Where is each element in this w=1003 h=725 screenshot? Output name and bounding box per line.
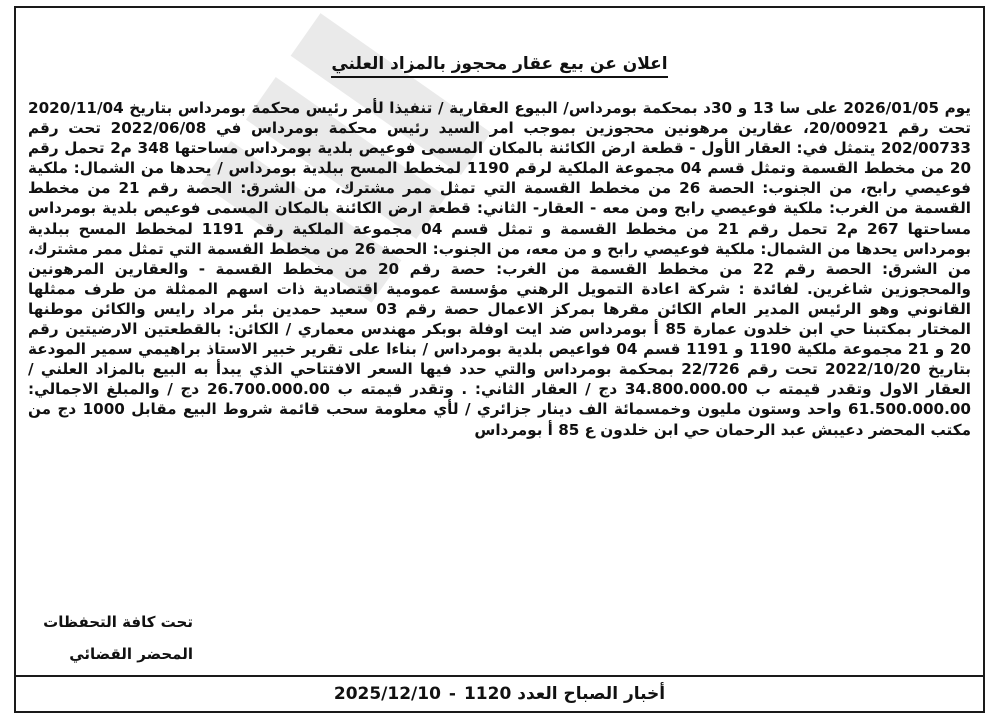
notice-body [28,98,971,440]
notice-body-text: يوم 2026/01/05 على سا 13 و 30د بمحكمة بومرداس/ البيوع العقارية / تنفيذا لأمر رئيس محكمة بومرداس بتاريخ 2020/11/04 تحت رقم 20/00921، عقارين مرهونين محجوزين بموجب امر السيد رئيس محكمة بومرداس في 2022/06/08 تحت رقم 202/00733 يتمثل في: العقار الأول - قطعة ارض الكائنة بالمكان المسمى فوعيص بلدية بومرداس مساحتها 348 م2 تحمل رقم 20 من مخطط القسمة وتمثل قسم 04 مجموعة الملكية لرقم 1190 لمخطط المسح ببلدية بومرداس / يحدها من الشمال: ملكية فوعيصي رابح، من الجنوب: الحصة 26 من مخطط القسمة التي تمثل ممر مشترك، من الشرق: الحصة رقم 21 من مخطط القسمة من الغرب: ملكية فوعيصي رابح ومن معه - العقار- الثاني: قطعة ارض الكائنة بالمكان المسمى فوعيص بلدية بومرداس مساحتها 267 م2 تحمل رقم 21 من مخطط القسمة و تمثل قسم 04 مجموعة الملكية رقم 1191 لمخطط المسح ببلدية بومرداس يحدها من الشمال: ملكية فوعيصي رابح و من معه، من الجنوب: الحصة 26 من مخطط القسمة التي تمثل ممر مشترك، من الشرق: الحصة رقم 22 من مخطط القسمة من الغرب: حصة رقم 20 من مخطط القسمة - والعقارين المرهونين والمحجوزين شاغرين. لفائدة : شركة اعادة التمويل الرهني مؤسسة عمومية اقتصادية ذات اسهم الممثلة من طرف ممثلها القانوني وهو الرئيس المدير العام الكائن مقرها بمركز الاعمال حصة رقم 03 سعيد حمدين بئر مراد رايس والكائن موطنها المختار بمكتبنا حي ابن خلدون عمارة 85 أ بومرداس ضد ايت اوفلة بوبكر مهندس معماري / الكائن: بالقطعتين الارضيتين رقم 20 و 21 مجموعة ملكية 1190 و 1191 قسم 04 فواعيص بلدية بومرداس / بناءا على تقرير خبير الاستاذ براهيمي سمير المودعة بتاريخ 2022/10/20 تحت رقم 22/726 بمحكمة بومرداس والتي حدد فيها السعر الافتتاحي الذي يبدأ به البيع بالمزاد العلني / العقار الاول وتقدر قيمته ب 34.800.000.00 دج / العقار الثاني: . وتقدر قيمته ب 26.700.000.00 دج / والمبلغ الاجمالي: 61.500.000.00 واحد وستون مليون وخمسمائة الف دينار جزائري / لأي معلومة سحب قائمة شروط البيع مقابل 1000 دج من مكتب المحضر دعيبش عبد الرحمان حي ابن خلدون ع 85 أ بومرداس [28,99,972,439]
signature-bailiff: المحضر القضائي [69,645,193,663]
signature-reservation: تحت كافة التحفظات [43,613,193,631]
notice-title [16,54,983,74]
publication-footer [16,675,983,711]
publication-date: 2025/12/10 [333,684,441,704]
footer-separator: - [448,684,456,704]
publication-name: أخبار الصباح العدد 1120 [463,684,666,704]
notice-title-text: اعلان عن بيع عقار محجوز بالمزاد العلني [331,54,667,78]
notice-frame [14,6,985,713]
